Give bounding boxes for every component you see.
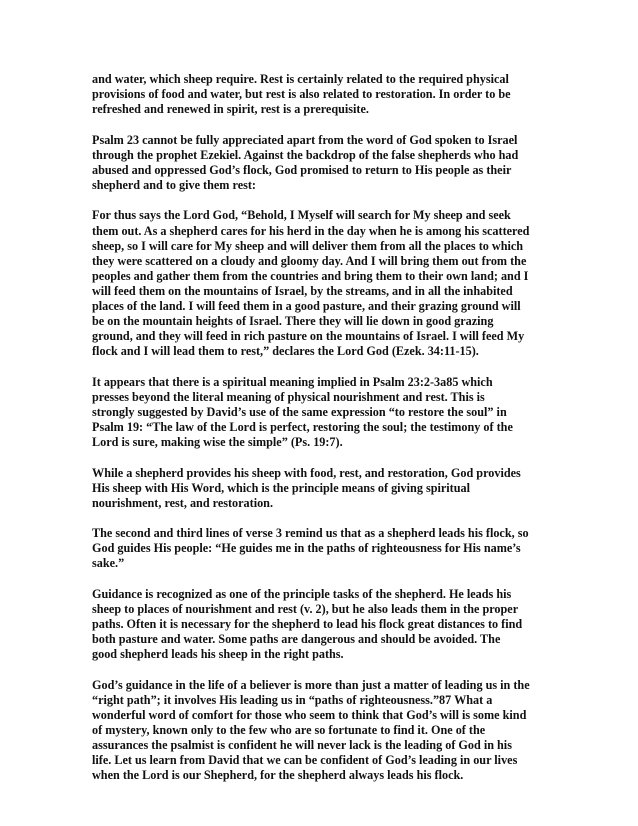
document-page bbox=[92, 72, 562, 783]
paragraph-3: For thus says the Lord God, “Behold, I Myself will search for My sheep and seek them out. As a shepherd cares for his herd in the day when he is among his scattered sheep, so I will care for My sheep and will deliver them from all the places to which they were scattered on a cloudy and gloomy day. And I will bring them out from the peoples and gather them from the countries and bring them to their own land; and I will feed them on the mountains of Israel, by the streams, and in all the inhabited places of the land. I will feed them in a good pasture, and their grazing ground will be on the mountain heights of Israel. There they will lie down in good grazing ground, and they will feed in rich pasture on the mountains of Israel. I will feed My flock and I will lead them to rest,” declares the Lord God (Ezek. 34:11-15). bbox=[92, 208, 530, 359]
paragraph-5: While a shepherd provides his sheep with food, rest, and restoration, God provides His sheep with His Word, which is the principle means of giving spiritual nourishment, rest, and restoration. bbox=[92, 465, 521, 510]
paragraph-8: God’s guidance in the life of a believer is more than just a matter of leading us in the “right path”; it involves His leading us in “paths of righteousness.”87 What a wonderful word of comfort for those who seem to think that God’s will is some kind of mystery, known only to the few who are so fortunate to find it. One of the assurances the psalmist is confident he will never lack is the leading of God in his life. Let us learn from David that we can be confident of God’s leading in our lives when the Lord is our Shepherd, for the shepherd always leads his flock. bbox=[92, 677, 530, 783]
paragraph-2: Psalm 23 cannot be fully appreciated apart from the word of God spoken to Israel through the prophet Ezekiel. Against the backdrop of the false shepherds who had abused and oppressed God’s flock, God promised to return to His people as their shepherd and to give them rest: bbox=[92, 132, 519, 192]
paragraph-1: and water, which sheep require. Rest is certainly related to the required physical provisions of food and water, but rest is also related to restoration. In order to be refreshed and renewed in spirit, rest is a prerequisite. bbox=[92, 72, 511, 117]
paragraph-6: The second and third lines of verse 3 remind us that as a shepherd leads his flock, so God guides His people: “He guides me in the paths of righteousness for His name’s sake.” bbox=[92, 526, 529, 571]
paragraph-4: It appears that there is a spiritual meaning implied in Psalm 23:2-3a85 which presses beyond the literal meaning of physical nourishment and rest. This is strongly suggested by David’s use of the same expression “to restore the soul” in Psalm 19: “The law of the Lord is perfect, restoring the soul; the testimony of the Lord is sure, making wise the simple” (Ps. 19:7). bbox=[92, 374, 513, 450]
paragraph-7: Guidance is recognized as one of the principle tasks of the shepherd. He leads his sheep to places of nourishment and rest (v. 2), but he also leads them in the proper paths. Often it is necessary for the shepherd to lead his flock great distances to find both pasture and water. Some paths are dangerous and should be avoided. The good shepherd leads his sheep in the right paths. bbox=[92, 586, 523, 662]
